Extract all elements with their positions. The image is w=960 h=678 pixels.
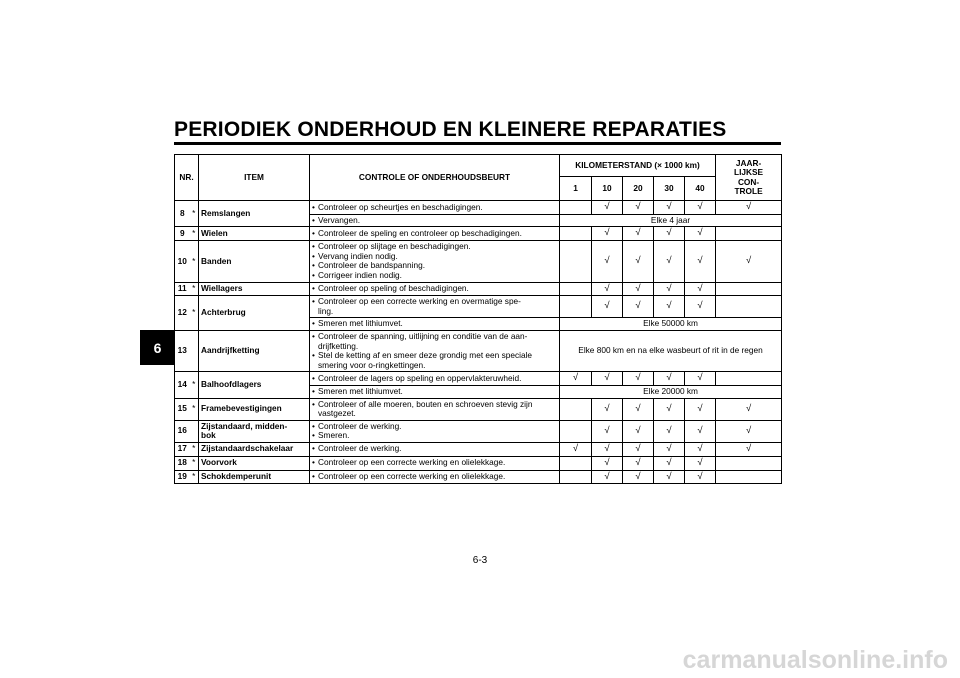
bullet: • — [312, 260, 315, 271]
row-control — [310, 470, 560, 484]
check-cell — [716, 456, 782, 470]
maintenance-table — [174, 154, 782, 484]
bullet: • — [312, 471, 315, 482]
check-cell: √ — [560, 372, 592, 386]
row-item: Voorvork — [199, 456, 310, 470]
interval-note: Elke 50000 km — [560, 318, 782, 331]
check-cell: √ — [623, 296, 654, 318]
check-cell: √ — [592, 420, 623, 442]
check-cell: √ — [592, 456, 623, 470]
control-text: Controleer de spanning, uitlijning en conditie van de aan- drijfketting. — [318, 331, 528, 351]
row-asterisk — [190, 331, 199, 372]
check-cell: √ — [654, 442, 685, 456]
check-cell — [716, 296, 782, 318]
bullet: • — [312, 350, 315, 361]
control-text: Smeren. — [318, 430, 350, 441]
row-item: Framebevestigingen — [199, 398, 310, 420]
row-control — [310, 372, 560, 386]
watermark: carmanualsonline.info — [682, 646, 948, 674]
row-item: Achterbrug — [199, 296, 310, 331]
check-cell — [560, 456, 592, 470]
check-cell: √ — [654, 227, 685, 241]
interval-note: Elke 800 km en na elke wasbeurt of rit in de regen — [560, 331, 782, 372]
check-cell: √ — [716, 201, 782, 215]
control-text: Controleer de werking. — [318, 420, 402, 431]
check-cell: √ — [623, 227, 654, 241]
table-row — [175, 470, 782, 484]
check-cell: √ — [592, 372, 623, 386]
row-item: Schokdemperunit — [199, 470, 310, 484]
header-km-10: 10 — [592, 177, 623, 201]
row-control — [310, 398, 560, 420]
control-line — [312, 216, 557, 226]
row-asterisk: * — [190, 456, 199, 470]
check-cell: √ — [654, 296, 685, 318]
control-line — [312, 472, 557, 482]
row-number: 14 — [175, 372, 190, 398]
check-cell: √ — [716, 420, 782, 442]
control-text: Controleer de lagers op speling en oppervlakteruwheid. — [318, 372, 522, 383]
bullet: • — [312, 331, 315, 342]
control-text: Controleer op slijtage en beschadigingen. — [318, 241, 471, 252]
interval-note: Elke 4 jaar — [560, 214, 782, 227]
control-line — [312, 271, 557, 281]
check-cell: √ — [685, 456, 716, 470]
row-number: 13 — [175, 331, 190, 372]
row-number: 10 — [175, 241, 190, 282]
row-item: Zijstandaardschakelaar — [199, 442, 310, 456]
row-asterisk: * — [190, 296, 199, 331]
row-item: Wielen — [199, 227, 310, 241]
check-cell: √ — [685, 282, 716, 296]
check-cell: √ — [716, 398, 782, 420]
check-cell: √ — [654, 398, 685, 420]
header-control: CONTROLE OF ONDERHOUDSBEURT — [310, 155, 560, 201]
check-cell: √ — [592, 227, 623, 241]
check-cell: √ — [623, 372, 654, 386]
bullet: • — [312, 250, 315, 261]
check-cell: √ — [654, 201, 685, 215]
row-asterisk: * — [190, 442, 199, 456]
check-cell: √ — [685, 398, 716, 420]
check-cell: √ — [592, 282, 623, 296]
control-line — [312, 297, 557, 316]
bullet: • — [312, 201, 315, 212]
control-text: Controleer of alle moeren, bouten en schroeven stevig zijn vastgezet. — [318, 398, 533, 419]
check-cell — [560, 398, 592, 420]
table-row — [175, 201, 782, 215]
bullet: • — [312, 296, 315, 307]
control-line — [312, 387, 557, 397]
row-item: Remslangen — [199, 201, 310, 227]
table-row — [175, 456, 782, 470]
check-cell: √ — [654, 282, 685, 296]
control-line — [312, 332, 557, 351]
row-control — [310, 456, 560, 470]
title-rule — [174, 142, 781, 145]
check-cell: √ — [654, 241, 685, 282]
chapter-tab: 6 — [140, 330, 175, 365]
header-km-40: 40 — [685, 177, 716, 201]
row-item: Wiellagers — [199, 282, 310, 296]
table-row — [175, 398, 782, 420]
control-text: Vervangen. — [318, 214, 360, 225]
page-title: PERIODIEK ONDERHOUD EN KLEINERE REPARATIES — [174, 118, 727, 141]
row-number: 12 — [175, 296, 190, 331]
control-line — [312, 203, 557, 213]
row-number: 15 — [175, 398, 190, 420]
check-cell — [560, 241, 592, 282]
bullet: • — [312, 457, 315, 468]
check-cell — [560, 201, 592, 215]
check-cell: √ — [685, 442, 716, 456]
check-cell — [716, 282, 782, 296]
bullet: • — [312, 283, 315, 294]
row-control — [310, 227, 560, 241]
check-cell: √ — [716, 241, 782, 282]
control-text: Smeren met lithiumvet. — [318, 318, 403, 329]
control-line — [312, 374, 557, 384]
check-cell: √ — [685, 420, 716, 442]
check-cell: √ — [592, 201, 623, 215]
control-text: Controleer op speling of beschadigingen. — [318, 283, 469, 294]
control-text: Smeren met lithiumvet. — [318, 386, 403, 397]
check-cell: √ — [592, 296, 623, 318]
check-cell: √ — [592, 241, 623, 282]
row-control — [310, 296, 560, 318]
control-line — [312, 431, 557, 441]
control-line — [312, 458, 557, 468]
check-cell: √ — [654, 470, 685, 484]
control-line — [312, 229, 557, 239]
check-cell: √ — [685, 227, 716, 241]
row-item: Zijstandaard, midden- bok — [199, 420, 310, 442]
row-asterisk: * — [190, 398, 199, 420]
row-control — [310, 442, 560, 456]
table-row — [175, 420, 782, 442]
check-cell — [716, 372, 782, 386]
row-item: Aandrijfketting — [199, 331, 310, 372]
header-kilometerstand: KILOMETERSTAND (× 1000 km) — [560, 155, 716, 177]
table-row — [175, 282, 782, 296]
check-cell: √ — [654, 372, 685, 386]
bullet: • — [312, 228, 315, 239]
check-cell: √ — [560, 442, 592, 456]
header-km-30: 30 — [654, 177, 685, 201]
bullet: • — [312, 398, 315, 409]
bullet: • — [312, 420, 315, 431]
check-cell: √ — [716, 442, 782, 456]
row-control — [310, 420, 560, 442]
bullet: • — [312, 430, 315, 441]
table-row — [175, 296, 782, 318]
control-text: Controleer op een correcte werking en olielekkage. — [318, 471, 506, 482]
bullet: • — [312, 443, 315, 454]
control-text: Vervang indien nodig. — [318, 250, 398, 261]
row-control — [310, 282, 560, 296]
check-cell: √ — [592, 398, 623, 420]
header-km-1: 1 — [560, 177, 592, 201]
check-cell: √ — [623, 241, 654, 282]
row-number: 9 — [175, 227, 190, 241]
row-number: 17 — [175, 442, 190, 456]
row-item: Balhoofdlagers — [199, 372, 310, 398]
check-cell: √ — [623, 420, 654, 442]
row-number: 11 — [175, 282, 190, 296]
control-line — [312, 400, 557, 419]
check-cell — [560, 282, 592, 296]
bullet: • — [312, 386, 315, 397]
check-cell: √ — [654, 420, 685, 442]
header-km-20: 20 — [623, 177, 654, 201]
control-line — [312, 444, 557, 454]
row-control — [310, 241, 560, 282]
control-line — [312, 284, 557, 294]
header-item: ITEM — [199, 155, 310, 201]
bullet: • — [312, 372, 315, 383]
row-number: 16 — [175, 420, 190, 442]
row-number: 19 — [175, 470, 190, 484]
check-cell — [560, 470, 592, 484]
control-text: Controleer de werking. — [318, 443, 402, 454]
row-asterisk: * — [190, 282, 199, 296]
row-control — [310, 214, 560, 227]
check-cell: √ — [685, 296, 716, 318]
check-cell: √ — [685, 241, 716, 282]
control-text: Controleer op een correcte werking en overmatige spe- ling. — [318, 296, 521, 316]
row-asterisk: * — [190, 201, 199, 227]
check-cell — [716, 470, 782, 484]
check-cell: √ — [685, 470, 716, 484]
control-line — [312, 351, 557, 370]
check-cell — [716, 227, 782, 241]
row-number: 8 — [175, 201, 190, 227]
row-asterisk: * — [190, 241, 199, 282]
table-row — [175, 442, 782, 456]
row-asterisk: * — [190, 470, 199, 484]
check-cell: √ — [623, 456, 654, 470]
check-cell: √ — [623, 282, 654, 296]
interval-note: Elke 20000 km — [560, 386, 782, 399]
control-text: Controleer de speling en controleer op beschadigingen. — [318, 228, 522, 239]
check-cell: √ — [623, 442, 654, 456]
row-asterisk — [190, 420, 199, 442]
check-cell: √ — [592, 470, 623, 484]
bullet: • — [312, 241, 315, 252]
check-cell: √ — [685, 201, 716, 215]
header-nr: NR. — [175, 155, 199, 201]
row-control — [310, 386, 560, 399]
row-asterisk: * — [190, 227, 199, 241]
control-text: Controleer op een correcte werking en olielekkage. — [318, 457, 506, 468]
control-text: Corrigeer indien nodig. — [318, 269, 402, 280]
control-text: Controleer op scheurtjes en beschadigingen. — [318, 201, 483, 212]
bullet: • — [312, 269, 315, 280]
table-row — [175, 331, 782, 372]
row-control — [310, 201, 560, 215]
page-number: 6-3 — [472, 555, 488, 566]
bullet: • — [312, 318, 315, 329]
bullet: • — [312, 214, 315, 225]
check-cell — [560, 227, 592, 241]
check-cell: √ — [623, 470, 654, 484]
table-row — [175, 227, 782, 241]
check-cell: √ — [592, 442, 623, 456]
row-control — [310, 331, 560, 372]
check-cell: √ — [623, 201, 654, 215]
control-line — [312, 319, 557, 329]
header-yearly: JAAR- LIJKSE CON- TROLE — [716, 155, 782, 201]
check-cell: √ — [623, 398, 654, 420]
control-text: Stel de ketting af en smeer deze grondig met een speciale smering voor o-ringkettingen. — [318, 350, 533, 370]
row-number: 18 — [175, 456, 190, 470]
row-asterisk: * — [190, 372, 199, 398]
check-cell: √ — [654, 456, 685, 470]
check-cell: √ — [685, 372, 716, 386]
table-row — [175, 241, 782, 282]
row-item: Banden — [199, 241, 310, 282]
check-cell — [560, 296, 592, 318]
check-cell — [560, 420, 592, 442]
control-text: Controleer de bandspanning. — [318, 260, 426, 271]
table-row — [175, 372, 782, 386]
row-control — [310, 318, 560, 331]
